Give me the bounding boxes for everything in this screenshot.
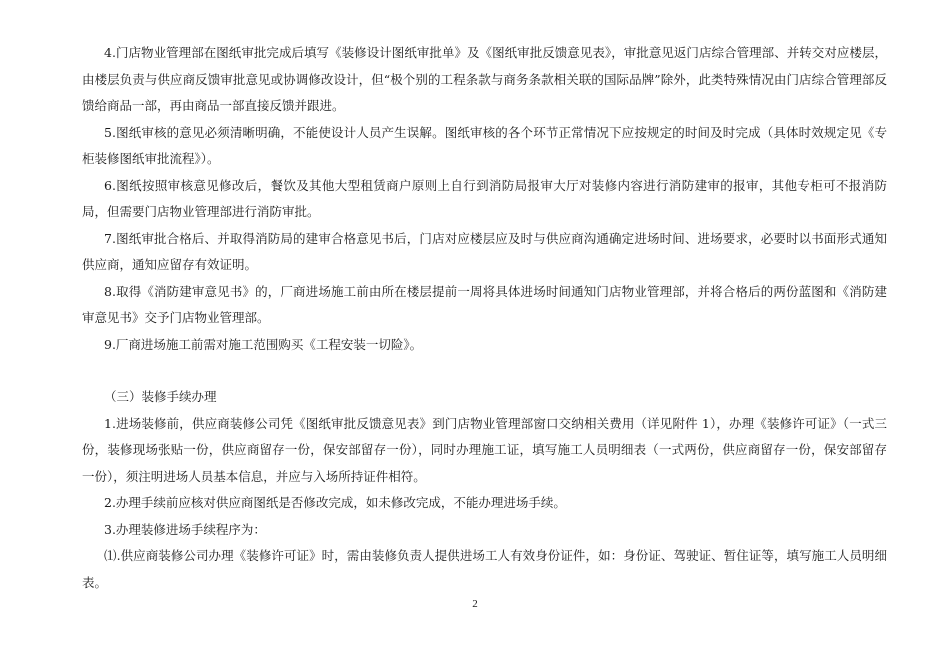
- section-heading: （三）装修手续办理: [104, 389, 217, 404]
- paragraph-6: 6.图纸按照审核意见修改后，餐饮及其他大型租赁商户原则上自行到消防局报审大厅对装修内容进行消防建审的报审，其他专柜可不报消防局，但需要门店物业管理部进行消防审批。: [82, 177, 887, 219]
- paragraph-2: 2.办理手续前应核对供应商图纸是否修改完成，如未修改完成，不能办理进场手续。: [104, 495, 566, 510]
- paragraph-8: 8.取得《消防建审意见书》的，厂商进场施工前由所在楼层提前一周将具体进场时间通知门店物业管理部，并将合格后的两份蓝图和《消防建审意见书》交予门店物业管理部。: [82, 283, 887, 325]
- paragraph-3: 3.办理装修进场手续程序为：: [104, 521, 266, 537]
- section-spacer: [82, 358, 887, 384]
- paragraph-7: 7.图纸审批合格后、并取得消防局的建审合格意见书后，门店对应楼层应及时与供应商沟通确定进场时间、进场要求，必要时以书面形式通知供应商，通知应留存有效证明。: [82, 230, 887, 272]
- paragraph-9: 9.厂商进场施工前需对施工范围购买《工程安装一切险》。: [104, 336, 423, 352]
- page-number: 2: [472, 598, 478, 610]
- paragraph-1: 1.进场装修前，供应商装修公司凭《图纸审批反馈意见表》到门店物业管理部窗口交纳相关费用（详见附件 1），办理《装修许可证》（一式三份，装修现场张贴一份，供应商留存一份，保安部留存一份），同时办理施工证，填写施工人员明细表（一式两份，供应商留存一份，保安部留存一份），须注明进场人员基本信息，并应与入场所持证件相符。: [82, 415, 887, 484]
- paragraph-3-1: ⑴.供应商装修公司办理《装修许可证》时，需由装修负责人提供进场工人有效身份证件，如：身份证、驾驶证、暂住证等，填写施工人员明细表。: [82, 548, 887, 590]
- paragraph-5: 5.图纸审核的意见必须清晰明确，不能使设计人员产生误解。图纸审核的各个环节正常情况下应按规定的时间及时完成（具体时效规定见《专柜装修图纸审批流程》）。: [82, 124, 887, 166]
- paragraph-4: 4.门店物业管理部在图纸审批完成后填写《装修设计图纸审批单》及《图纸审批反馈意见表》，审批意见返门店综合管理部、并转交对应楼层， 由楼层负责与供应商反馈审批意见或协调修改设计，但“极个别的工程条款与商务条款相关联的国际品牌”除外，此类特殊情况由门店综合管理部反馈给商品一部，再由商品一部直接反馈并跟进。: [82, 45, 887, 113]
- document-body: [82, 40, 887, 596]
